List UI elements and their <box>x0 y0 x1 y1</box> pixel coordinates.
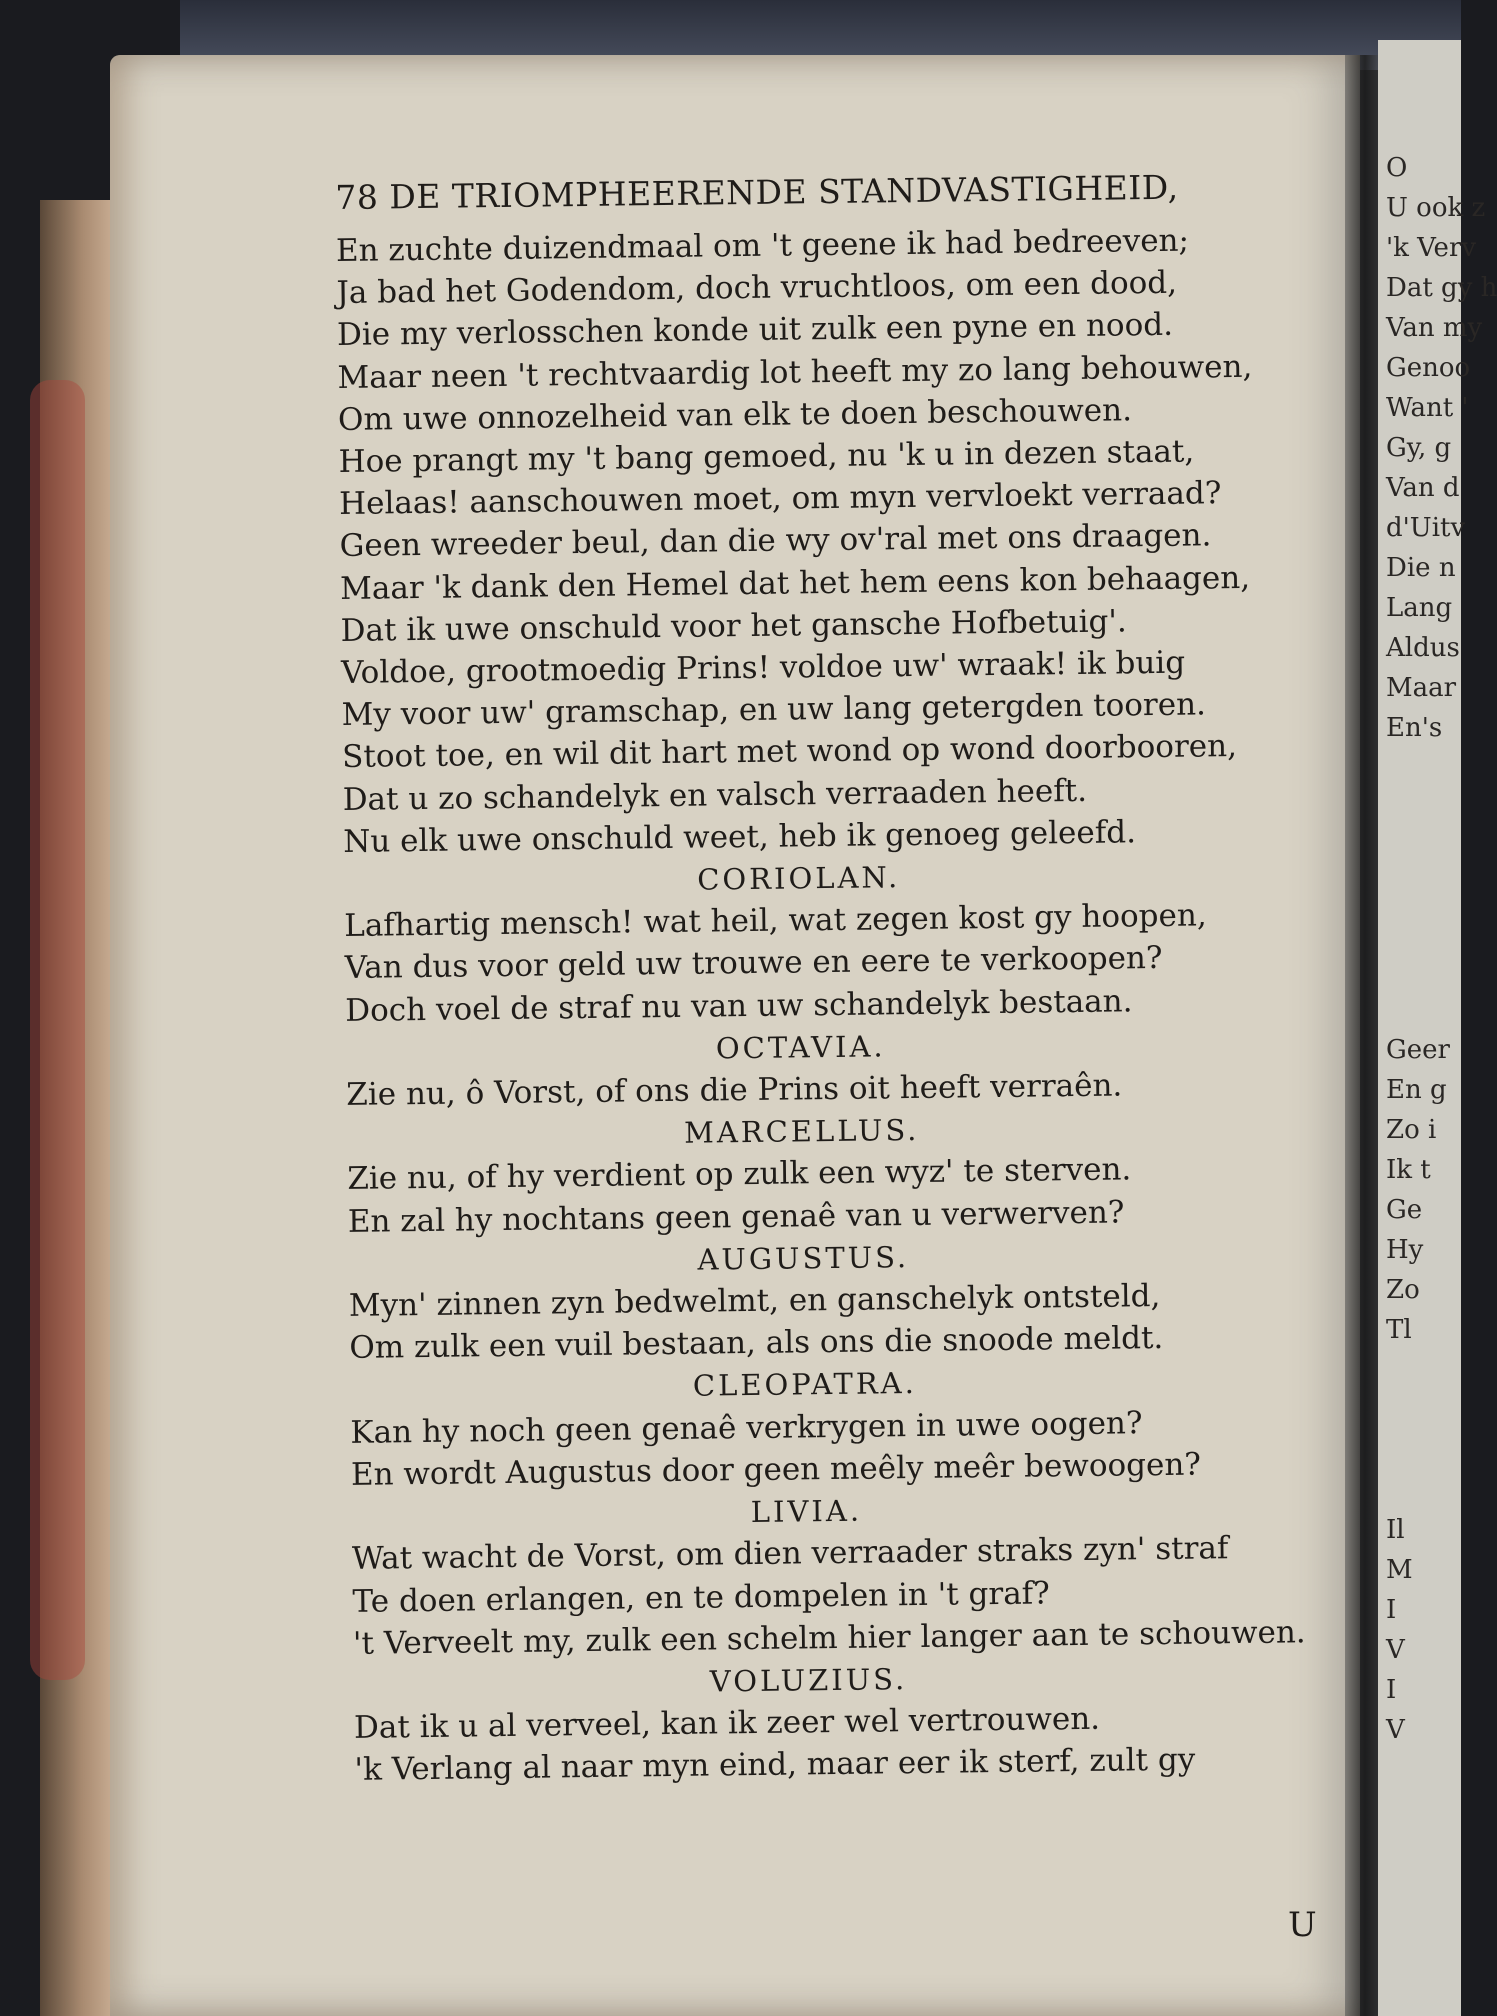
right-page-fragment: Van d <box>1386 473 1460 503</box>
speaker-name: CLEOPATRA. <box>692 1366 918 1404</box>
verse-line: Dat ik u al verveel, kan ik zeer wel vertrouwen. <box>353 1700 1101 1746</box>
right-page-fragment: M <box>1386 1555 1413 1585</box>
verse-line: Geen wreeder beul, dan die wy ov'ral met ons draagen. <box>339 517 1212 565</box>
right-page-fragment: En's <box>1386 713 1443 743</box>
verse-line: My voor uw' gramschap, en uw lang getergden tooren. <box>341 686 1207 734</box>
verse-line: Die my verlosschen konde uit zulk een pyne en nood. <box>336 307 1174 354</box>
verse-line: Maar 'k dank den Hemel dat het hem eens kon behaagen, <box>339 559 1251 607</box>
verse-line: Zie nu, of hy verdient op zulk een wyz' te sterven. <box>347 1151 1132 1198</box>
catchword: U <box>1288 1905 1317 1945</box>
verse-line: Hoe prangt my 't bang gemoed, nu 'k u in dezen staat, <box>338 433 1195 480</box>
verse-line: Kan hy noch geen genaê verkrygen in uwe oogen? <box>350 1404 1143 1451</box>
verse-line: Om uwe onnozelheid van elk te doen beschouwen. <box>337 392 1133 438</box>
verse-line: En zuchte duizendmaal om 't geene ik had bedreeven; <box>335 222 1190 269</box>
right-page-fragment: Ik t <box>1386 1155 1431 1185</box>
verse-lines <box>336 218 1355 1792</box>
speaker-name: VOLUZIUS. <box>709 1662 908 1699</box>
right-page-fragment: 'k Verv <box>1386 233 1477 263</box>
right-page-fragment: d'Uitv <box>1386 513 1466 543</box>
verse-line: Te doen erlangen, en te dompelen in 't graf? <box>352 1574 1051 1620</box>
right-page-block-1 <box>1378 148 1497 748</box>
verse-line: Stoot toe, en wil dit hart met wond op wond doorbooren, <box>341 728 1238 776</box>
verse-line: En wordt Augustus door geen meêly meêr bewoogen? <box>350 1446 1202 1493</box>
right-page-fragment: Dat gy h <box>1386 273 1497 303</box>
speaker-name: LIVIA. <box>750 1493 863 1530</box>
right-page-fragment: Tl <box>1386 1315 1412 1345</box>
verse-line: Doch voel de straf nu van uw schandelyk bestaan. <box>345 982 1133 1029</box>
right-page-fragment: Zo <box>1386 1275 1420 1305</box>
right-page-fragment: U ook z <box>1386 193 1486 223</box>
verse-line: Myn' zinnen zyn bedwelmt, en ganschelyk ontsteld, <box>348 1278 1161 1324</box>
verse-line: Ja bad het Godendom, doch vruchtloos, om een dood, <box>336 264 1178 312</box>
text-column <box>335 158 1357 1980</box>
right-page-fragment: Aldus <box>1386 633 1460 663</box>
right-page-fragment: Van my <box>1386 313 1483 343</box>
right-page-block-2 <box>1378 1030 1461 1350</box>
right-page-fragment: V <box>1386 1635 1405 1665</box>
verse-line: Nu elk uwe onschuld weet, heb ik genoeg geleefd. <box>342 814 1137 860</box>
verse-line: Dat u zo schandelyk en valsch verraaden heeft. <box>342 772 1088 818</box>
verse-line: 't Verveelt my, zulk een schelm hier langer aan te schouwen. <box>352 1613 1306 1662</box>
right-page-fragment: Il <box>1386 1515 1405 1545</box>
right-page-fragment: Maar <box>1386 673 1457 703</box>
right-page-fragment: V <box>1386 1715 1405 1745</box>
right-page-fragment: Genoo <box>1386 353 1471 383</box>
verse-line: Dat ik uwe onschuld voor het gansche Hofbetuig'. <box>340 603 1127 649</box>
speaker-name: AUGUSTUS. <box>697 1239 910 1277</box>
right-page-fragment: Zo i <box>1386 1115 1437 1145</box>
verse-line: Om zulk een vuil bestaan, als ons die snoode meldt. <box>349 1320 1164 1367</box>
verse-line: 'k Verlang al naar myn eind, maar eer ik sterf, zult gy <box>354 1741 1196 1789</box>
right-page-fragment: Want ' <box>1386 393 1469 423</box>
right-page-fragment: I <box>1386 1595 1397 1625</box>
verse-line: Zie nu, ô Vorst, of ons die Prins oit heeft verraên. <box>346 1067 1123 1113</box>
verse-line: Voldoe, grootmoedig Prins! voldoe uw' wraak! ik buig <box>340 644 1186 691</box>
speaker-name: CORIOLAN. <box>697 860 901 897</box>
verse-line: Lafhartig mensch! wat heil, wat zegen kost gy hoopen, <box>344 897 1207 945</box>
right-page-fragment: I <box>1386 1675 1397 1705</box>
right-page-fragment: Gy, g <box>1386 433 1452 463</box>
verse-line: Helaas! aanschouwen moet, om myn vervloekt verraad? <box>338 475 1222 523</box>
right-page-block-3 <box>1378 1510 1461 1750</box>
right-page-fragment: Hy <box>1386 1235 1424 1265</box>
stained-edge <box>30 380 85 1680</box>
right-page-fragment: En g <box>1386 1075 1447 1105</box>
speaker-name: MARCELLUS. <box>683 1113 920 1151</box>
right-page-fragment: Lang <box>1386 593 1453 623</box>
right-page-fragment: Die n <box>1386 553 1456 583</box>
right-page-fragment: O <box>1386 153 1408 183</box>
right-page-fragment: Ge <box>1386 1195 1423 1225</box>
right-page <box>1378 40 1497 2016</box>
verse-line: Van dus voor geld uw trouwe en eere te verkoopen? <box>344 940 1163 987</box>
verse-line: Wat wacht de Vorst, om dien verraader straks zyn' straf <box>351 1530 1229 1578</box>
right-page-fragment: Geer <box>1386 1035 1450 1065</box>
speaker-name: OCTAVIA. <box>715 1029 886 1066</box>
verse-line: Maar neen 't rechtvaardig lot heeft my zo lang behouwen, <box>337 348 1253 396</box>
running-head: 78 DE TRIOMPHEERENDE STANDVASTIGHEID, <box>335 167 1179 217</box>
verse-line: En zal hy nochtans geen genaê van u verwerven? <box>347 1194 1125 1240</box>
